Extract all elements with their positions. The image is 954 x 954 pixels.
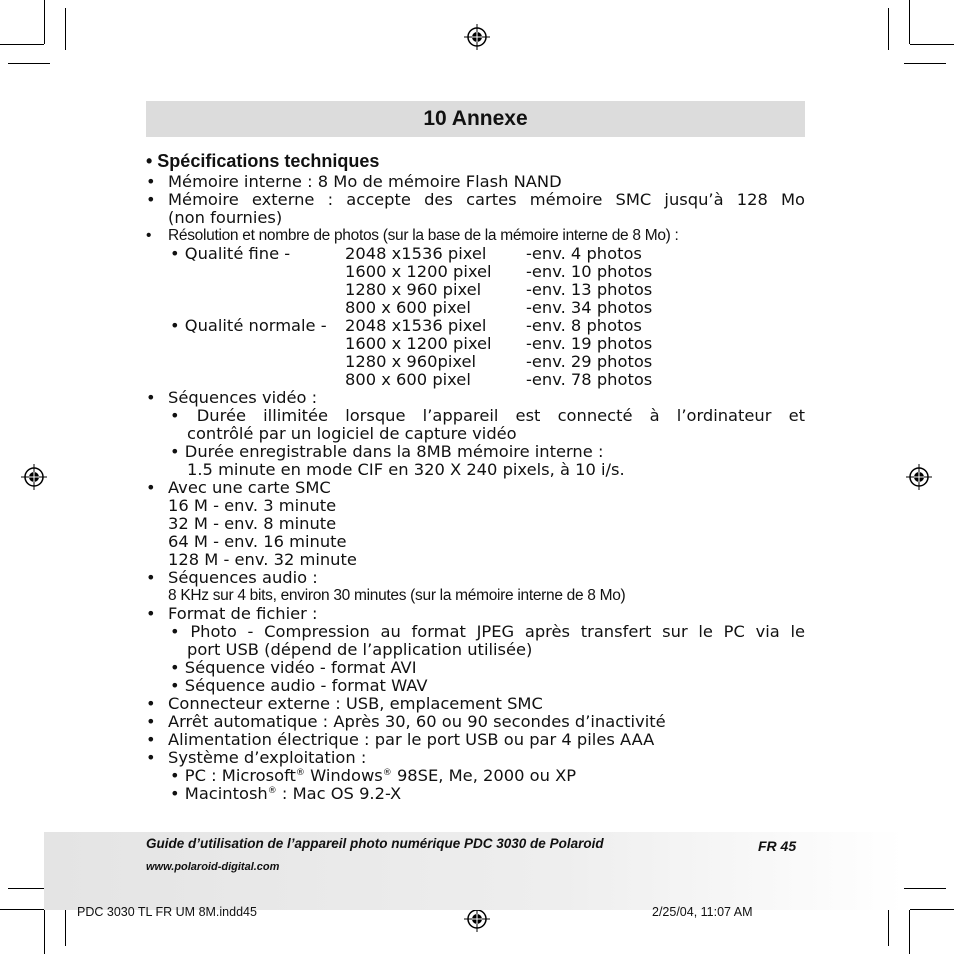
crop-mark bbox=[904, 888, 946, 889]
title-banner bbox=[146, 101, 805, 137]
crop-mark bbox=[0, 909, 44, 910]
crop-mark bbox=[44, 910, 45, 954]
footer-url[interactable]: www.polaroid-digital.com bbox=[146, 861, 280, 873]
crop-mark bbox=[65, 8, 66, 50]
section-heading: • Spécifications techniques bbox=[146, 151, 380, 171]
registration-mark-icon bbox=[906, 464, 932, 490]
crop-mark bbox=[65, 904, 66, 946]
crop-mark bbox=[904, 63, 946, 64]
crop-mark bbox=[888, 8, 889, 50]
footer-page-number: FR 45 bbox=[758, 838, 797, 854]
crop-mark bbox=[44, 0, 45, 44]
crop-mark bbox=[8, 63, 50, 64]
crop-mark bbox=[909, 910, 910, 954]
footer-guide-title: Guide d’utilisation de l’appareil photo numérique PDC 3030 de Polaroid bbox=[146, 836, 604, 851]
crop-mark bbox=[910, 909, 954, 910]
slug-datetime: 2/25/04, 11:07 AM bbox=[652, 905, 753, 919]
slug-filename: PDC 3030 TL FR UM 8M.indd45 bbox=[77, 905, 257, 919]
registration-mark-icon bbox=[21, 464, 47, 490]
crop-mark bbox=[0, 44, 44, 45]
page-title: 10 Annexe bbox=[423, 107, 528, 130]
crop-mark bbox=[910, 44, 954, 45]
crop-mark bbox=[888, 904, 889, 946]
registration-mark-icon bbox=[464, 24, 490, 50]
crop-mark bbox=[909, 0, 910, 44]
